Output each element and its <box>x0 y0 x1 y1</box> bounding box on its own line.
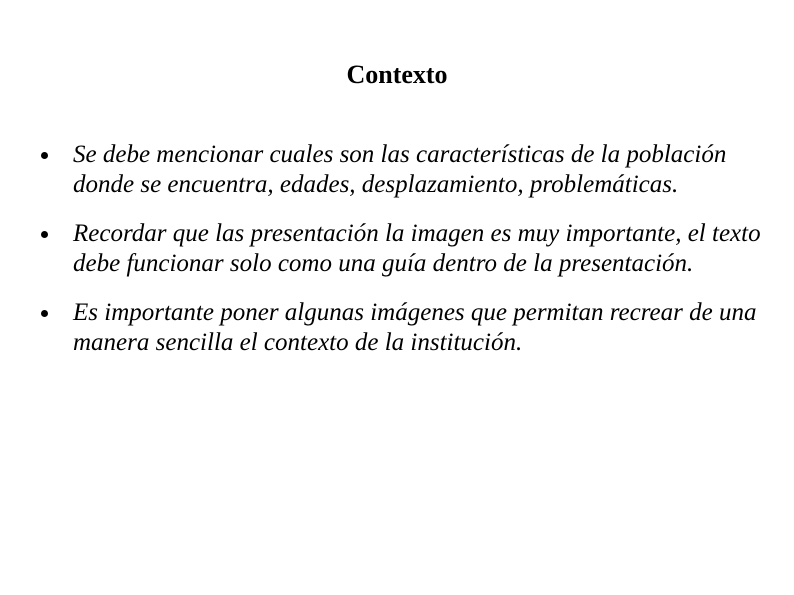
slide-title: Contexto <box>346 60 448 89</box>
bullet-text: Recordar que las presentación la imagen es muy importante, el texto debe funcionar solo como una guía dentro de la presentación. <box>73 220 761 277</box>
bullet-icon <box>41 310 48 317</box>
bullet-icon <box>41 231 48 238</box>
bullet-text: Se debe mencionar cuales son las características de la población donde se encuentra, edades, desplazamiento, problemáticas. <box>73 141 727 198</box>
bullet-list <box>0 140 794 377</box>
list-item <box>0 298 794 357</box>
list-item <box>0 219 794 278</box>
bullet-text: Es importante poner algunas imágenes que permitan recrear de una manera sencilla el contexto de la institución. <box>73 299 757 356</box>
bullet-icon <box>41 152 48 159</box>
list-item <box>0 140 794 199</box>
